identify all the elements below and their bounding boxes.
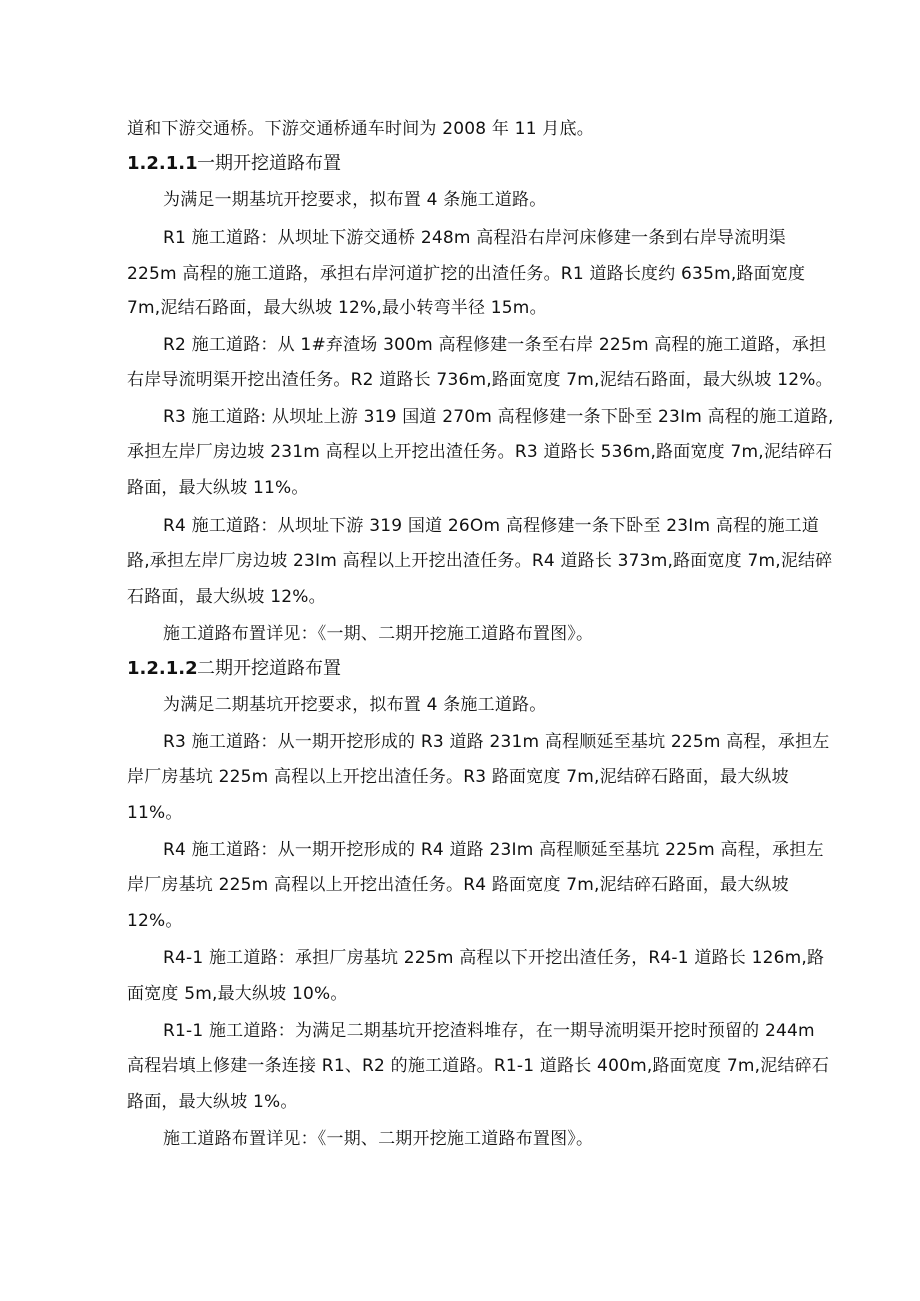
- section-number: 1.2.1.2: [127, 658, 198, 679]
- text-line: R1-1 施工道路：为满足二期基坑开挖渣料堆存，在一期导流明渠开挖时预留的 244m: [163, 1021, 815, 1041]
- text-line: 道和下游交通桥。下游交通桥通车时间为 2008 年 11 月底。: [127, 119, 594, 139]
- text-line: 岸厂房基坑 225m 高程以上开挖出渣任务。R3 路面宽度 7m,泥结碎石路面，最大纵坡: [127, 767, 789, 787]
- section-heading: [127, 657, 341, 681]
- text-line: 为满足二期基坑开挖要求，拟布置 4 条施工道路。: [163, 695, 547, 715]
- section-heading: [127, 152, 341, 176]
- text-line: R1 施工道路：从坝址下游交通桥 248m 高程沿右岸河床修建一条到右岸导流明渠: [163, 228, 786, 248]
- text-line: R4 施工道路：从坝址下游 319 国道 26Om 高程修建一条下卧至 23Im 高程的施工道: [163, 516, 820, 536]
- text-line: 225m 高程的施工道路，承担右岸河道扩挖的出渣任务。R1 道路长度约 635m,路面宽度: [127, 264, 806, 284]
- text-line: 面宽度 5m,最大纵坡 10%。: [127, 984, 348, 1004]
- text-line: R3 施工道路：从一期开挖形成的 R3 道路 231m 高程顺延至基坑 225m 高程，承担左: [163, 732, 830, 752]
- text-line: 施工道路布置详见：《一期、二期开挖施工道路布置图》。: [163, 1129, 594, 1149]
- text-line: 7m,泥结石路面，最大纵坡 12%,最小转弯半径 15m。: [127, 298, 547, 318]
- text-line: 路面，最大纵坡 11%。: [127, 478, 309, 498]
- text-line: 高程岩填上修建一条连接 R1、R2 的施工道路。R1-1 道路长 400m,路面宽度 7m,泥结碎石: [127, 1056, 830, 1076]
- text-line: 右岸导流明渠开挖出渣任务。R2 道路长 736m,路面宽度 7m,泥结石路面，最大纵坡 12%。: [127, 370, 833, 390]
- section-title: 二期开挖道路布置: [197, 658, 341, 679]
- text-line: 12%。: [127, 911, 183, 931]
- text-line: R4 施工道路：从一期开挖形成的 R4 道路 23Im 高程顺延至基坑 225m 高程，承担左: [163, 840, 824, 860]
- text-line: 为满足一期基坑开挖要求，拟布置 4 条施工道路。: [163, 190, 547, 210]
- text-line: 石路面，最大纵坡 12%。: [127, 587, 326, 607]
- text-line: 岸厂房基坑 225m 高程以上开挖出渣任务。R4 路面宽度 7m,泥结碎石路面，最大纵坡: [127, 875, 789, 895]
- text-line: 11%。: [127, 803, 183, 823]
- text-line: R2 施工道路：从 1#弃渣场 300m 高程修建一条至右岸 225m 高程的施工道路，承担: [163, 335, 827, 355]
- text-line: 路,承担左岸厂房边坡 23Im 高程以上开挖出渣任务。R4 道路长 373m,路面宽度 7m,泥结碎: [127, 551, 833, 571]
- text-line: 路面，最大纵坡 1%。: [127, 1092, 298, 1112]
- section-number: 1.2.1.1: [127, 153, 198, 174]
- text-line: R4-1 施工道路：承担厂房基坑 225m 高程以下开挖出渣任务，R4-1 道路长 126m,路: [163, 948, 825, 968]
- text-line: 承担左岸厂房边坡 231m 高程以上开挖出渣任务。R3 道路长 536m,路面宽度 7m,泥结碎石: [127, 442, 833, 462]
- text-line: R3 施工道路: 从坝址上游 319 国道 270m 高程修建一条下卧至 23Im 高程的施工道路,: [163, 407, 834, 427]
- section-title: 一期开挖道路布置: [197, 153, 341, 174]
- text-line: 施工道路布置详见：《一期、二期开挖施工道路布置图》。: [163, 624, 594, 644]
